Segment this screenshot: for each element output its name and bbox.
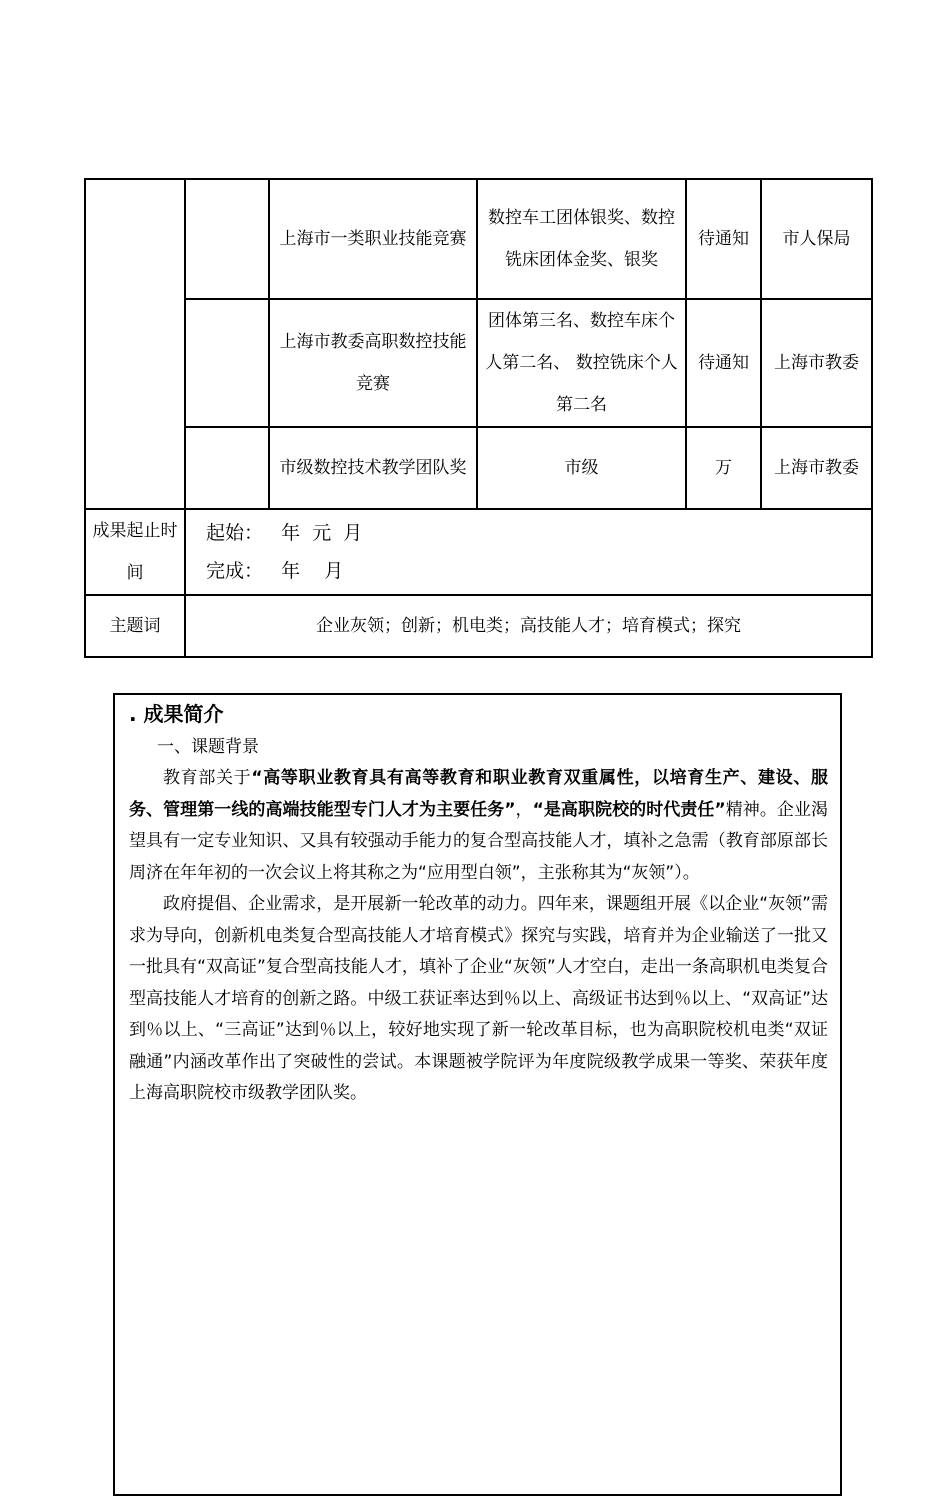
award-issuer: 市人保局	[761, 179, 872, 299]
summary-paragraph-1	[129, 763, 828, 889]
empty-cell	[185, 179, 269, 299]
table-row	[85, 179, 872, 299]
p1-text-a: 教育部关于	[163, 768, 252, 788]
award-amount: 万	[686, 427, 761, 509]
keywords-value: 企业灰领；创新；机电类；高技能人才；培育模式；探究	[185, 595, 872, 657]
award-amount: 待通知	[686, 179, 761, 299]
summary-box	[113, 693, 842, 1496]
keywords-label: 主题词	[85, 595, 185, 657]
period-end-value: 年 月	[281, 560, 344, 582]
period-start	[192, 514, 865, 552]
period-start-value: 年 元 月	[281, 522, 363, 544]
table-row	[85, 509, 872, 595]
award-name: 上海市一类职业技能竞赛	[269, 179, 477, 299]
p1-bold-quote-1: “高等职业教育具有高等教育和职业教育双重属性，以培育生产、建设、服务、管理第一线的高端技能型专门人才为主要任务”	[129, 768, 829, 820]
award-issuer: 上海市教委	[761, 427, 872, 509]
table-row	[85, 427, 872, 509]
award-result: 数控车工团体银奖、数控铣床团体金奖、银奖	[477, 179, 686, 299]
award-name: 上海市教委高职数控技能竞赛	[269, 299, 477, 427]
empty-cell	[185, 299, 269, 427]
summary-title: . 成果简介	[129, 702, 224, 726]
award-issuer: 上海市教委	[761, 299, 872, 427]
period-start-label: 起始：	[206, 522, 264, 544]
period-end-label: 完成：	[206, 560, 264, 582]
award-amount: 待通知	[686, 299, 761, 427]
empty-cell	[185, 427, 269, 509]
awards-table	[84, 178, 873, 658]
table-row	[85, 595, 872, 657]
p1-bold-quote-2: “是高职院校的时代责任”	[532, 799, 726, 820]
p1-text-e: 精神。企业渴望具有一定专业知识、又具有较强动手能力的复合型高技能人才，填补之急需（教育部原部长周济在年年初的一次会议上将其称之为“应用型白领”，主张称其为“灰领”）。	[129, 799, 829, 883]
p1-text-c: ，	[515, 799, 533, 820]
award-result: 团体第三名、数控车床个人第二名、 数控铣床个人第二名	[477, 299, 686, 427]
summary-subtitle: 一、课题背景	[157, 737, 259, 757]
period-values	[185, 509, 872, 595]
merged-category-cell	[85, 179, 185, 509]
table-row	[85, 299, 872, 427]
period-label: 成果起止时间	[85, 509, 185, 595]
period-end	[192, 552, 865, 590]
award-result: 市级	[477, 427, 686, 509]
award-name: 市级数控技术教学团队奖	[269, 427, 477, 509]
summary-paragraph-2: 政府提倡、企业需求，是开展新一轮改革的动力。四年来，课题组开展《以企业“灰领”需求为导向，创新机电类复合型高技能人才培育模式》探究与实践，培育并为企业输送了一批又一批具有“双高证”复合型高技能人才，填补了企业“灰领”人才空白，走出一条高职机电类复合型高技能人才培育的创新之路。中级工获证率达到％以上、高级证书达到％以上、“双高证”达到％以上、“三高证”达到％以上，较好地实现了新一轮改革目标，也为高职院校机电类“双证融通”内涵改革作出了突破性的尝试。本课题被学院评为年度院级教学成果一等奖、荣获年度上海高职院校市级教学团队奖。	[129, 894, 828, 1103]
